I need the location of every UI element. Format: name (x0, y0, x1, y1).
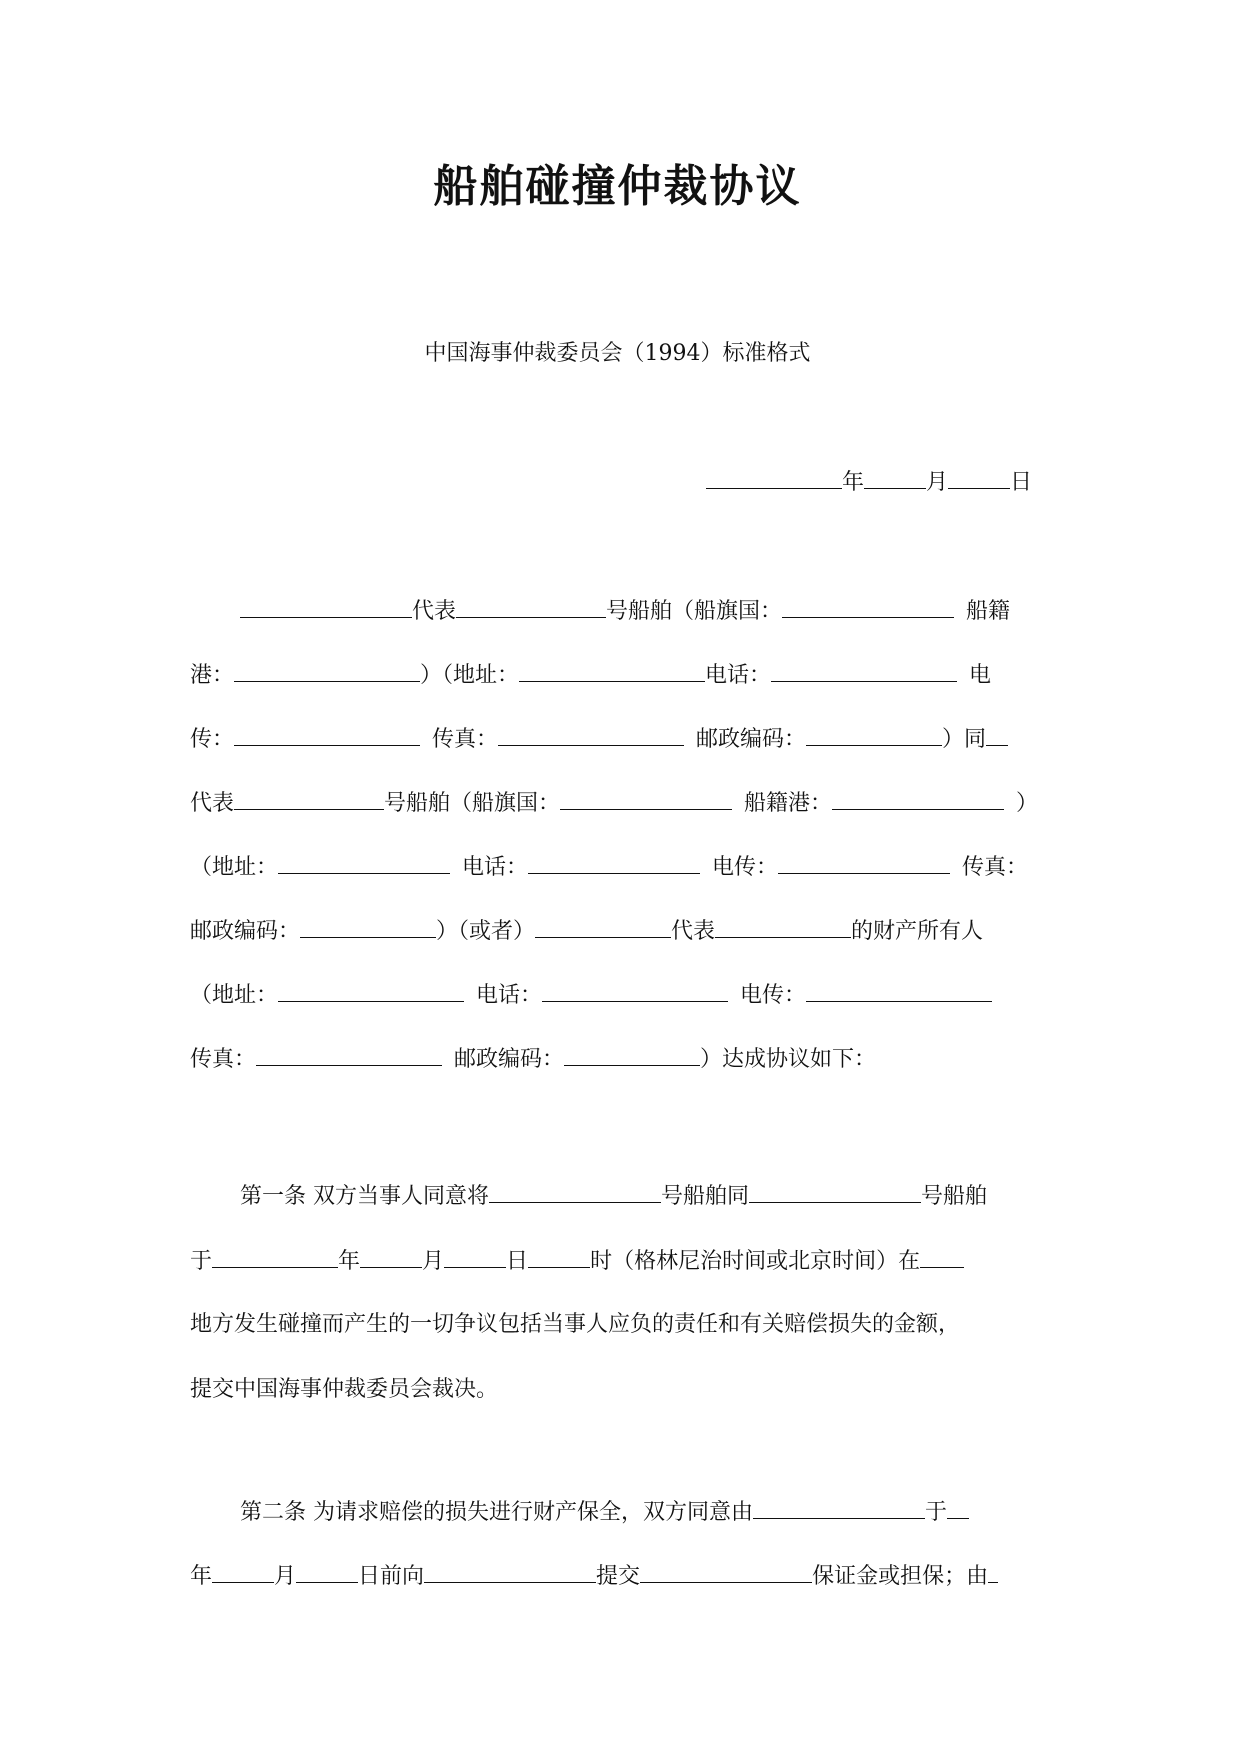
text: 船籍港： (744, 791, 833, 816)
text: 月 (274, 1564, 297, 1589)
text: 年 (338, 1249, 361, 1274)
postcode-c-blank[interactable] (564, 1043, 700, 1066)
text: 提交 (596, 1564, 641, 1589)
month-blank[interactable] (864, 466, 926, 489)
text: 号船舶同 (661, 1184, 750, 1209)
text: 月 (422, 1249, 445, 1274)
text: ）同 (942, 727, 987, 752)
fax-c-blank[interactable] (256, 1043, 442, 1066)
text: 港： (190, 663, 235, 688)
text: 第一条 双方当事人同意将 (240, 1184, 489, 1209)
text: 电话： (462, 855, 529, 880)
text: 代表 (412, 599, 457, 624)
ship-b-blank[interactable] (234, 787, 384, 810)
year-label: 年 (842, 470, 865, 495)
parties-line-4 (190, 787, 1060, 819)
text: ）（或者） (436, 919, 536, 944)
telex-a-blank[interactable] (234, 723, 420, 746)
port-b-blank[interactable] (832, 787, 1004, 810)
text: 号船舶（船旗国： (606, 599, 783, 624)
address-a-blank[interactable] (519, 659, 705, 682)
text: 传： (190, 727, 235, 752)
parties-line-3 (190, 723, 1060, 755)
security-year-blank[interactable] (947, 1496, 969, 1519)
phone-a-blank[interactable] (771, 659, 957, 682)
address-b-blank[interactable] (278, 851, 450, 874)
parties-line-7 (190, 979, 1060, 1011)
text: 电传： (712, 855, 779, 880)
text: 号船舶（船旗国： (384, 791, 561, 816)
collision-day-blank[interactable] (444, 1245, 506, 1268)
text: 传真： (962, 855, 1029, 880)
security-day-blank[interactable] (296, 1560, 358, 1583)
ship-a-blank[interactable] (456, 595, 606, 618)
owner-blank[interactable] (715, 915, 851, 938)
text: ）（地址： (420, 663, 520, 688)
phone-c-blank[interactable] (542, 979, 728, 1002)
text: 传真： (190, 1047, 257, 1072)
parties-line-2 (190, 659, 1060, 691)
parties-line-5 (190, 851, 1060, 883)
flag-state-a-blank[interactable] (782, 595, 954, 618)
text: ） (1016, 791, 1039, 816)
text: 邮政编码： (190, 919, 301, 944)
fax-a-blank[interactable] (498, 723, 684, 746)
document-title: 船舶碰撞仲裁协议 (433, 161, 802, 212)
text: 邮政编码： (696, 727, 807, 752)
security-next-blank[interactable] (988, 1560, 998, 1583)
collision-year-blank[interactable] (212, 1245, 338, 1268)
collision-place-blank[interactable] (920, 1245, 964, 1268)
text: 船籍 (966, 599, 1011, 624)
article2-line-1 (190, 1496, 1060, 1528)
party-b-blank[interactable] (986, 723, 1008, 746)
text: 日 (506, 1249, 529, 1274)
text: 传真： (432, 727, 499, 752)
text: 于 (925, 1500, 948, 1525)
parties-line-8 (190, 1043, 1060, 1075)
postcode-a-blank[interactable] (806, 723, 942, 746)
collision-ship-b-blank[interactable] (749, 1180, 921, 1203)
representative-blank[interactable] (535, 915, 671, 938)
text: （地址： (190, 983, 279, 1008)
text: （地址： (190, 855, 279, 880)
parties-line-6 (190, 915, 1060, 947)
port-a-blank[interactable] (234, 659, 420, 682)
collision-ship-a-blank[interactable] (489, 1180, 661, 1203)
day-blank[interactable] (948, 466, 1010, 489)
month-label: 月 (926, 470, 949, 495)
telex-b-blank[interactable] (778, 851, 950, 874)
text: ）达成协议如下： (700, 1047, 877, 1072)
text: 号船舶 (921, 1184, 988, 1209)
text: 代表 (190, 791, 235, 816)
year-blank[interactable] (706, 466, 842, 489)
text: 的财产所有人 (851, 919, 984, 944)
article1-line-1 (190, 1180, 1060, 1212)
security-provider-blank[interactable] (753, 1496, 925, 1519)
article1-line-3: 地方发生碰撞而产生的一切争议包括当事人应负的责任和有关赔偿损失的金额， (190, 1312, 961, 1337)
party-a-blank[interactable] (240, 595, 412, 618)
text: 于 (190, 1249, 213, 1274)
article2-line-2 (190, 1560, 1060, 1592)
text: 第二条 为请求赔偿的损失进行财产保全，双方同意由 (240, 1500, 753, 1525)
text: 保证金或担保；由 (812, 1564, 989, 1589)
postcode-b-blank[interactable] (300, 915, 436, 938)
text: 邮政编码： (454, 1047, 565, 1072)
text: 年 (190, 1564, 213, 1589)
text: 电话： (476, 983, 543, 1008)
text: 日前向 (358, 1564, 425, 1589)
security-amount-blank[interactable] (640, 1560, 812, 1583)
telex-c-blank[interactable] (806, 979, 992, 1002)
article1-line-2 (190, 1245, 1060, 1277)
text: 时（格林尼治时间或北京时间）在 (590, 1249, 921, 1274)
flag-state-b-blank[interactable] (560, 787, 732, 810)
date-line (706, 466, 1066, 498)
day-label: 日 (1010, 470, 1033, 495)
text: 电话： (705, 663, 772, 688)
phone-b-blank[interactable] (528, 851, 700, 874)
collision-month-blank[interactable] (360, 1245, 422, 1268)
security-recipient-blank[interactable] (424, 1560, 596, 1583)
text: 代表 (671, 919, 716, 944)
security-month-blank[interactable] (212, 1560, 274, 1583)
parties-line-1 (190, 595, 1060, 627)
collision-hour-blank[interactable] (528, 1245, 590, 1268)
article1-line-4: 提交中国海事仲裁委员会裁决。 (190, 1377, 499, 1402)
text: 电传： (740, 983, 807, 1008)
document-subtitle: 中国海事仲裁委员会（1994）标准格式 (424, 341, 811, 366)
text: 电 (969, 663, 992, 688)
address-c-blank[interactable] (278, 979, 464, 1002)
